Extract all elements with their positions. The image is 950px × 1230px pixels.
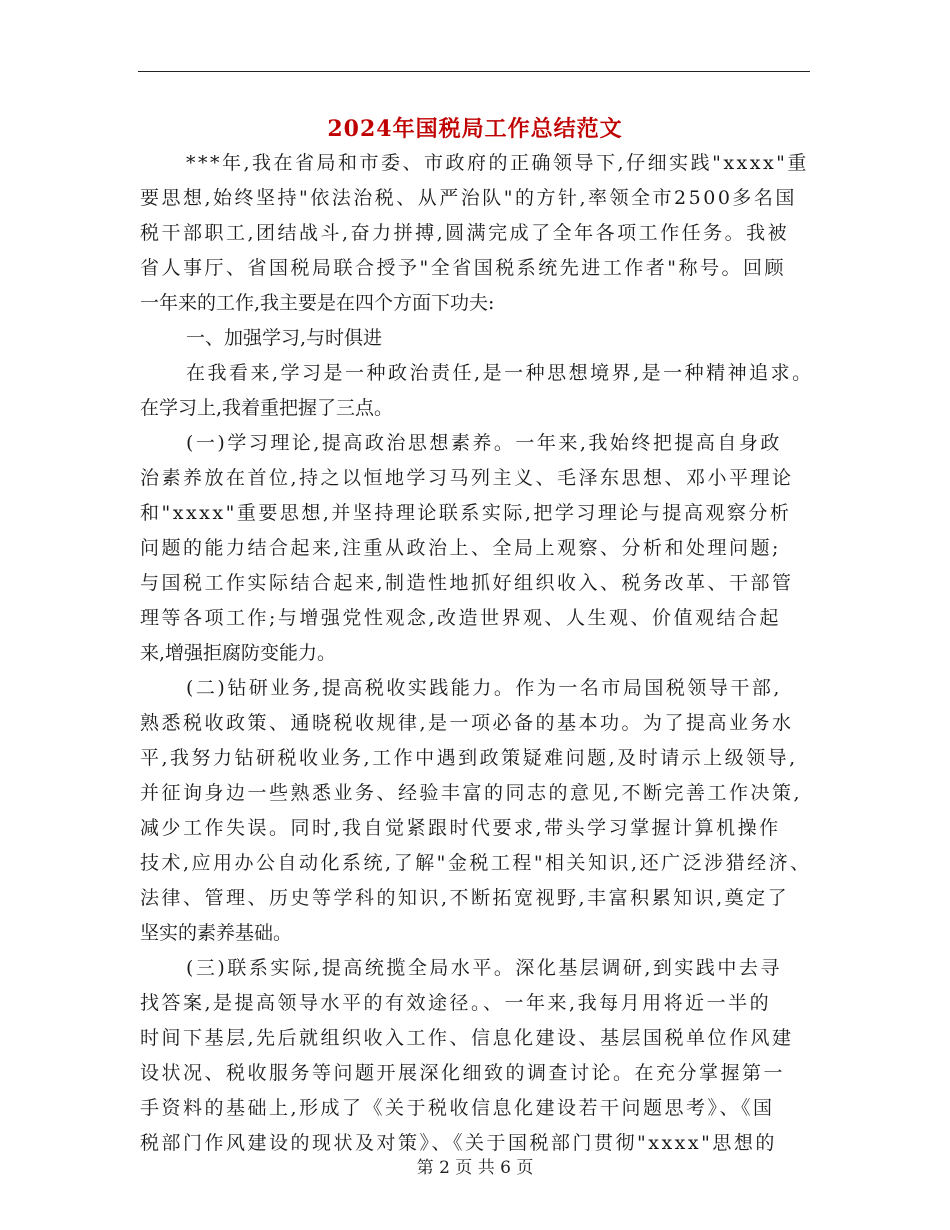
text-line: ***年,我在省局和市委、市政府的正确领导下,仔细实践"xxxx"重: [186, 152, 809, 174]
text-line: 法律、管理、历史等学科的知识,不断拓宽视野,丰富积累知识,奠定了: [140, 887, 790, 909]
text-line: 坚实的素养基础。: [140, 922, 293, 944]
text-line: 时间下基层,先后就组织收入工作、信息化建设、基层国税单位作风建: [140, 1027, 794, 1049]
text-line: 减少工作失误。同时,我自觉紧跟时代要求,带头学习掌握计算机操作: [140, 817, 781, 839]
text-line: 设状况、税收服务等问题开展深化细致的调查讨论。在充分掌握第一: [140, 1062, 786, 1084]
text-line: 一、加强学习,与时俱进: [186, 327, 383, 349]
text-line: 来,增强拒腐防变能力。: [140, 642, 337, 664]
text-line: 税部门作风建设的现状及对策》、《关于国税部门贯彻"xxxx"思想的: [140, 1132, 777, 1154]
text-line: 省人事厅、省国税局联合授予"全省国税系统先进工作者"称号。回顾: [140, 257, 786, 279]
text-line: 税干部职工,团结战斗,奋力拼搏,圆满完成了全年各项工作任务。我被: [140, 222, 790, 244]
text-line: 和"xxxx"重要思想,并坚持理论联系实际,把学习理论与提高观察分析: [140, 502, 792, 524]
text-line: 在学习上,我着重把握了三点。: [140, 397, 394, 419]
text-line: 平,我努力钻研税收业务,工作中遇到政策疑难问题,及时请示上级领导,: [140, 747, 798, 769]
text-line: 治素养放在首位,持之以恒地学习马列主义、毛泽东思想、邓小平理论: [140, 467, 794, 489]
header-rule: [138, 71, 810, 72]
text-line: (一)学习理论,提高政治思想素养。一年来,我始终把提高自身政: [186, 432, 782, 454]
text-line: 一年来的工作,我主要是在四个方面下功夫:: [140, 292, 495, 314]
document-title: 2024年国税局工作总结范文: [327, 116, 623, 142]
text-line: 在我看来,学习是一种政治责任,是一种思想境界,是一种精神追求。: [186, 362, 814, 384]
text-line: 找答案,是提高领导水平的有效途径。、一年来,我每月用将近一半的: [140, 992, 772, 1014]
text-line: 并征询身边一些熟悉业务、经验丰富的同志的意见,不断完善工作决策,: [140, 782, 803, 804]
text-line: 与国税工作实际结合起来,制造性地抓好组织收入、税务改革、干部管: [140, 572, 794, 594]
text-line: (二)钻研业务,提高税收实践能力。作为一名市局国税领导干部,: [186, 677, 782, 699]
text-line: 理等各项工作;与增强党性观念,改造世界观、人生观、价值观结合起: [140, 607, 781, 629]
document-body: [140, 146, 820, 1161]
text-line: 技术,应用办公自动化系统,了解"金税工程"相关知识,还广泛涉猎经济、: [140, 852, 812, 874]
text-line: 手资料的基础上,形成了《关于税收信息化建设若干问题思考》、《国: [140, 1097, 775, 1119]
text-line: 要思想,始终坚持"依法治税、从严治队"的方针,率领全市2500多名国: [140, 187, 797, 209]
text-line: 熟悉税收政策、通晓税收规律,是一项必备的基本功。为了提高业务水: [140, 712, 794, 734]
text-line: 问题的能力结合起来,注重从政治上、全局上观察、分析和处理问题;: [140, 537, 781, 559]
page-number: 第 2 页 共 6 页: [416, 1158, 534, 1178]
text-line: (三)联系实际,提高统揽全局水平。深化基层调研,到实践中去寻: [186, 957, 782, 979]
